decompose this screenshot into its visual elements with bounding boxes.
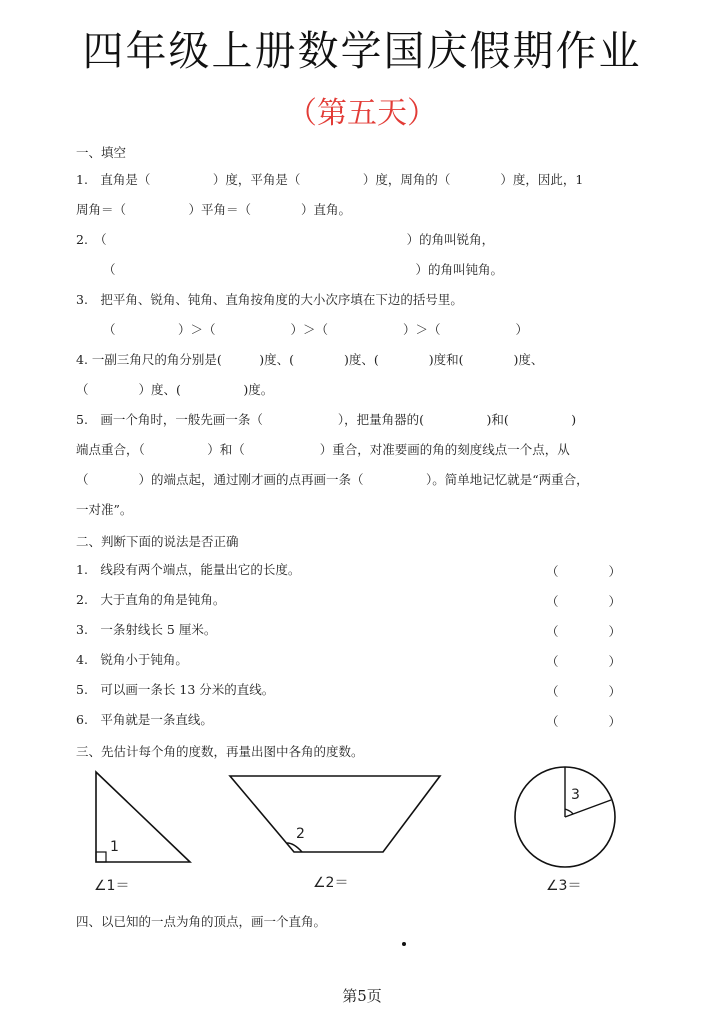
judge-item: 4. 锐角小于钝角。 bbox=[76, 652, 188, 667]
judge-answer-paren: （ ） bbox=[546, 594, 622, 609]
right-angle-marker bbox=[96, 852, 106, 862]
angle-3-mark: 3 bbox=[571, 787, 580, 803]
judge-item: 6. 平角就是一条直线。 bbox=[76, 712, 213, 727]
judge-item: 5. 可以画一条长 13 分米的直线。 bbox=[76, 682, 275, 697]
angle-2-mark: 2 bbox=[296, 826, 305, 842]
fill-line: 4. 一副三角尺的角分别是( )度、( )度、( )度和( )度、 bbox=[76, 352, 544, 367]
angle-3-answer: ∠3＝ bbox=[546, 878, 582, 894]
judge-item: 2. 大于直角的角是钝角。 bbox=[76, 592, 226, 607]
fill-line: 3. 把平角、锐角、钝角、直角按角度的大小次序填在下边的括号里。 bbox=[76, 292, 463, 307]
fill-line: 周角＝（ ）平角＝（ ）直角。 bbox=[76, 202, 352, 217]
angle-3-arc bbox=[565, 809, 573, 814]
page-subtitle: （第五天） bbox=[287, 96, 437, 131]
fill-line: 5. 画一个角时，一般先画一条（ ），把量角器的( )和( ) bbox=[76, 412, 577, 427]
judge-answer-paren: （ ） bbox=[546, 684, 622, 699]
fill-line: 一对准”。 bbox=[76, 502, 133, 517]
section-3-heading: 三、先估计每个角的度数，再量出图中各角的度数。 bbox=[76, 744, 364, 759]
section-2-heading: 二、判断下面的说法是否正确 bbox=[76, 534, 239, 549]
section-4-heading: 四、以已知的一点为角的顶点，画一个直角。 bbox=[76, 914, 327, 929]
given-point bbox=[402, 942, 406, 946]
angle-1-answer: ∠1＝ bbox=[94, 878, 130, 894]
angle-1-mark: 1 bbox=[110, 839, 119, 855]
judge-item: 1. 线段有两个端点，能量出它的长度。 bbox=[76, 562, 301, 577]
page-number: 第5页 bbox=[342, 987, 382, 1005]
page-title: 四年级上册数学国庆假期作业 bbox=[82, 27, 642, 75]
fill-line: 1. 直角是（ ）度，平角是（ ）度，周角的（ ）度，因此，1 bbox=[76, 172, 584, 187]
fill-line: 端点重合，（ ）和（ ）重合，对准要画的角的刻度线点一个点，从 bbox=[76, 442, 570, 457]
judge-answer-paren: （ ） bbox=[546, 564, 622, 579]
fill-line: （ ）的角叫钝角。 bbox=[103, 262, 504, 277]
judge-answer-paren: （ ） bbox=[546, 714, 622, 729]
fill-line: （ ）＞（ ）＞（ ）＞（ ） bbox=[103, 322, 529, 337]
trapezoid bbox=[230, 776, 440, 852]
judge-item: 3. 一条射线长 5 厘米。 bbox=[76, 622, 217, 637]
angle-2-answer: ∠2＝ bbox=[313, 875, 349, 891]
section-1-heading: 一、填空 bbox=[76, 145, 127, 160]
fill-line: （ ）度、( )度。 bbox=[76, 382, 274, 397]
fill-line: （ ）的端点起，通过刚才画的点再画一条（ ）。简单地记忆就是“两重合， bbox=[76, 472, 589, 487]
judge-answer-paren: （ ） bbox=[546, 624, 622, 639]
fill-line: 2. （ ）的角叫锐角， bbox=[76, 232, 495, 247]
judge-answer-paren: （ ） bbox=[546, 654, 622, 669]
